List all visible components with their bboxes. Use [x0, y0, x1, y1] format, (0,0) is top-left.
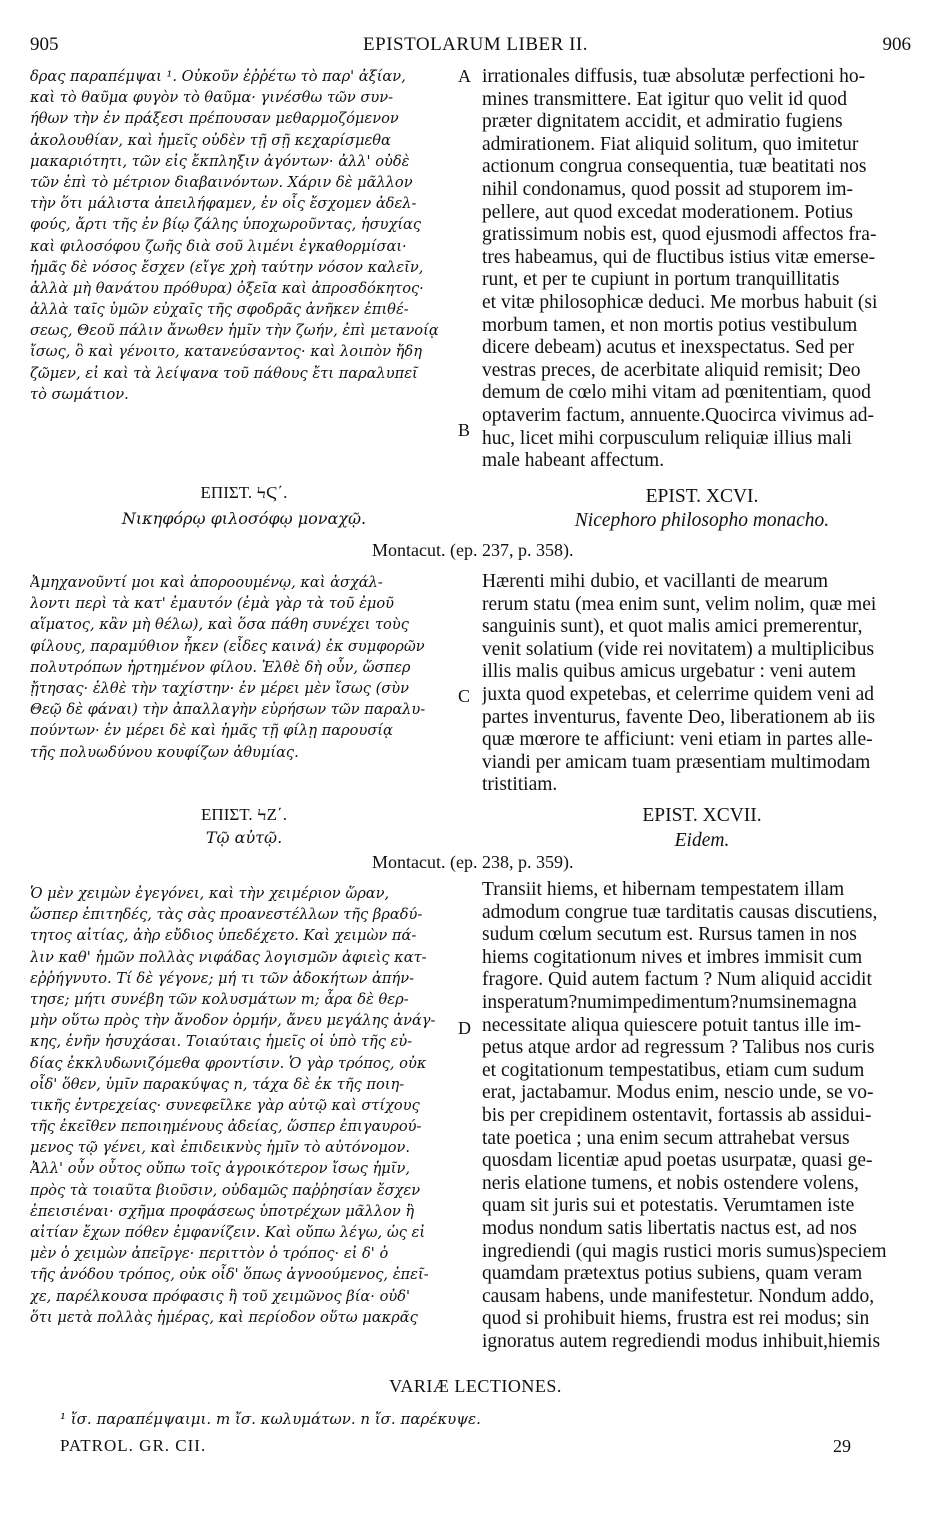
text-line: πούντων· ἐν μέρει δὲ καὶ ἡμᾶς τῇ φίλῃ παρουσίᾳ [30, 722, 393, 740]
text-line: τὴν ὅτι μάλιστα ἀπειλήφαμεν, ἐν οἷς ἔσχομεν ἀδελ- [30, 195, 417, 213]
text-line: τῆς ἐκεῖθεν πεποιημένους ἀδείας, ὥσπερ ἐπιγαυρού- [30, 1118, 422, 1136]
text-line: αἵματος, κἂν μὴ θέλω), καὶ ὅσα πάθη συνέχει τοὺς [30, 616, 409, 634]
text-line: actionum congrua consequentia, tuæ beatitati nos [482, 156, 867, 178]
text-line: tres habeamus, qui de fluctibus istius vitæ emerse- [482, 246, 876, 268]
greek-epistle-97-addressee: Τῷ αὐτῷ. [205, 828, 283, 847]
text-line: illis malis quibus amicus urgebatur : veni autem [482, 661, 856, 683]
text-line: dicere debeam) acutus et inexspectatus. Sed per [482, 337, 854, 359]
text-line: quam sit juris sui et potestatis. Verumtamen iste [482, 1195, 855, 1217]
text-line: fragore. Quid autem factum ? Num aliquid accidit [482, 969, 872, 991]
text-line: ήθων τὴν ἐν πράξεσι πρέπουσαν μεθαρμοζόμενον [30, 110, 399, 128]
text-line: Θεῷ δὲ φάναι) τὴν ἀπαλλαγὴν εὑρήσων τῶν παραλυ- [30, 701, 426, 719]
text-line: μακαριότητι, τῶν εἰς ἔκπληξιν ἀγόντων· ἀλλ' οὐδὲ [30, 152, 410, 170]
text-line: λιν καθ' ἡμῶν πολλὰς νιφάδας λογισμῶν ἀφιεὶς κατ- [30, 948, 427, 966]
text-line: admodum congrue tuæ tarditatis causas discutiens, [482, 901, 878, 923]
margin-letter-b: B [458, 420, 471, 440]
text-line: optaverim factum, annuente.Quocirca vivimus ad- [482, 404, 875, 426]
margin-letter-d: D [458, 1018, 471, 1038]
text-line: bis per crepidinem ostentavit, fortassis ab assidui- [482, 1104, 872, 1126]
text-line: τικῆς ἐντρεχείας· συνεφεῖλκε γὰρ αὐτῷ καὶ στίχους [30, 1096, 420, 1114]
text-line: μὲν ὁ χειμὼν ἀπεῖργε· περιττὸν ὁ τρόπος· εἰ δ' ὁ [30, 1245, 389, 1263]
text-line: demum de cœlo mihi vitam ad pœnitentiam, quod [482, 382, 871, 404]
text-line: insperatum?numimpedimentum?numsinemagna [482, 991, 857, 1013]
greek-column-epistle-96 [30, 572, 458, 763]
text-line: τῆς ἀνόδου τρόπος, οὐκ οἶδ' ὅπως ἀγνοούμενος, ἐπεῖ- [30, 1266, 429, 1284]
text-line: ἀλλὰ ταῖς ὑμῶν εὐχαῖς τῆς σφοδρᾶς ἀνῆκεν ἐπιθέ- [30, 301, 409, 319]
text-line: nihil condonamus, quod possit ad stuporem im- [482, 178, 854, 200]
text-line: venit solatium (vide rei novitatem) a multiplicibus [482, 638, 875, 660]
text-line: neris elatione tumens, et nobis ostendere volens, [482, 1172, 859, 1194]
text-line: ἀκολουθίαν, καὶ ἡμεῖς οὐδὲν τῇ σῇ κεχαρίσμεθα [30, 131, 391, 149]
text-line: Hærenti mihi dubio, et vacillanti de mearum [482, 571, 829, 592]
variae-lectiones-notes: ¹ ἴσ. παραπέμψαιμι. m ἴσ. κωλυμάτων. n ἴσ. παρέκυψε. [60, 1410, 481, 1428]
text-line: causam habens, unde manifestetur. Nondum addo, [482, 1285, 875, 1307]
text-line: πρὸς τὰ τοιαῦτα βιοῦσιν, οὐδαμῶς παῤῥησίαν ἔσχεν [30, 1181, 421, 1199]
text-line: δίας ἐκκλυδωνιζόμεθα φροντίσιν. Ὁ γὰρ τρόπος, οὐκ [30, 1054, 427, 1072]
text-line: juxta quod expetebas, et celerrime quidem veni ad [482, 683, 875, 705]
latin-epistle-97-title: EPIST. XCVII. [642, 805, 762, 826]
text-line: Transiit hiems, et hibernam tempestatem illam [482, 879, 845, 900]
text-line: εῤῥήγνυτο. Τί δὲ γέγονε; μή τι τῶν ἀδοκήτων ἀπήν- [30, 969, 415, 987]
text-line: τησε; μήτι συνέβη τῶν κολυσμάτων m; ἆρα δὲ θερ- [30, 990, 409, 1008]
text-line: δρας παραπέμψαι ¹. Οὐκοῦν ἐῤῥέτω τὸ παρ' ἀξίαν, [30, 68, 406, 85]
text-line: petus atque ardor ad regressum ? Talibus nos curis [482, 1037, 875, 1059]
latin-column-epistle-97 [482, 879, 922, 1353]
text-line: necessitate aliqua quiescere potuit tantus ille im- [482, 1014, 862, 1036]
text-line: ignoratus autem regrediendi modus inhibuit,hiemis [482, 1330, 881, 1352]
footer-signature: 29 [833, 1436, 851, 1456]
text-line: præter dignitatem accidit, et admiratio fugiens [482, 111, 843, 133]
latin-column-epistle-96 [482, 571, 922, 797]
greek-epistle-97-title: ΕΠΙΣΤ. ϞΖ΄. [201, 805, 287, 824]
text-line: tristitiam. [482, 774, 558, 796]
text-line: et cogitationum tempestatibus, etiam cum sudum [482, 1059, 865, 1081]
greek-epistle-96-addressee: Νικηφόρῳ φιλοσόφῳ μοναχῷ. [121, 509, 367, 528]
greek-column-epistle-97 [30, 883, 458, 1328]
text-line: ἡμᾶς δὲ νόσος ἔσχεν (εἴγε χρὴ ταύτην νόσον καλεῖν, [30, 258, 424, 276]
text-line: erat, jactabamur. Modus enim, nescio unde, se vo- [482, 1082, 874, 1104]
text-line: καὶ τὸ θαῦμα φυγὸν τὸ θαῦμα· γινέσθω τῶν συν- [30, 89, 394, 107]
text-line: ἀλλὰ μὴ θανάτου πρόθυρα) ὀξεῖα καὶ ἀπροσδόκητος· [30, 279, 424, 297]
text-line: quæ mœrore te afficiunt: veni etiam in partes alle- [482, 729, 873, 751]
text-line: τητος αἰτίας, ἀὴρ εὔδιος ὑπεδέχετο. Καὶ χειμὼν πά- [30, 927, 417, 945]
text-line: τῆς πολυωδύνου κουφίζων ἀθυμίας. [30, 743, 299, 761]
text-line: partes inventurus, favente Deo, liberationem ab iis [482, 706, 876, 728]
text-line: et vitæ philosophicæ deduci. Me morbus habuit (si [482, 291, 878, 313]
text-line: huc, licet mihi corpusculum reliquiæ illius mali [482, 427, 852, 449]
text-line: φίλους, παραμύθιον ἧκεν (εἶδες καινά) ἐκ συμφορῶν [30, 637, 425, 655]
text-line: quod si prohibuit hiems, frustra est rei modus; sin [482, 1308, 870, 1330]
greek-epistle-96-title: ΕΠΙΣΤ. ϞϚ΄. [200, 483, 288, 502]
text-line: tate poetica ; una enim secum attrahebat versus [482, 1127, 850, 1149]
text-line: ὥσπερ ἐπιτηδές, τὰς σὰς προανεστέλλων τῆς βραδύ- [30, 906, 423, 924]
page-number-left: 905 [30, 34, 59, 55]
text-line: ἴσως, ὃ καὶ γένοιτο, κατανεύσαντος· καὶ λοιπὸν ἤδη [30, 343, 422, 361]
text-line: admirationem. Fiat aliquid solitum, quo imitetur [482, 133, 859, 155]
text-line: καὶ φιλοσόφου ζωῆς διὰ σοῦ λιμένι ἐγκαθορμίσαι· [30, 237, 407, 255]
text-line: morbum tamen, et non mortis potius vestibulum [482, 314, 858, 336]
text-line: rerum statu (mea enim sunt, velim nolim, quæ mei [482, 593, 877, 615]
running-title: EPISTOLARUM LIBER II. [363, 34, 588, 55]
text-line: μενος τῷ γένει, καὶ ἐπιδεικνὺς ἡμῖν τὸ αὐτόνομον. [30, 1139, 411, 1157]
text-line: quamdam prætextus potius subiens, quam veram [482, 1263, 863, 1285]
text-line: τὸ σωμάτιον. [30, 385, 129, 403]
text-line: pellere, aut quod excedat moderationem. Potius [482, 201, 853, 223]
text-line: mines transmittere. Eat igitur quo velit id quod [482, 88, 848, 110]
latin-column-block1 [482, 66, 922, 473]
text-line: ζῶμεν, εἰ καὶ τὰ λείψανα τοῦ πάθους ἔτι παραλυπεῖ [30, 364, 418, 382]
margin-letter-c: C [458, 686, 471, 706]
text-line: μὴν οὕτω πρὸς τὴν ἄνοδον ὁρμήν, ἄνευ μεγάλης ἀνάγ- [30, 1012, 436, 1030]
text-line: runt, et per te cupiunt in portum tranquillitatis [482, 269, 840, 291]
text-line: Ἀμηχανοῦντί μοι καὶ ἀποροουμένῳ, καὶ ἀσχάλ- [30, 574, 383, 591]
variae-lectiones-heading: VARIÆ LECTIONES. [389, 1376, 562, 1396]
text-line: αἰτίαν ἔχων πόθεν ἐμφανίζειν. Καὶ οὔπω λέγω, ὡς εἰ [30, 1224, 426, 1241]
text-line: φούς, ἄρτι τῆς ἐν βίῳ ζάλης ὑποχωροῦντας, ἡσυχίας [30, 216, 422, 234]
text-line: irrationales diffusis, tuæ absolutæ perfectioni ho- [482, 66, 866, 87]
text-line: τῶν ἐπὶ τὸ μέτριον διαβαινόντων. Χάριν δὲ μᾶλλον [30, 173, 413, 191]
page-number-right: 906 [882, 34, 911, 55]
text-line: ὅτι μετὰ πολλὰς ἡμέρας, καὶ περίοδον οὕτω μακρᾶς [30, 1308, 418, 1326]
latin-epistle-97-addressee: Eidem. [674, 830, 730, 851]
text-line: οἶδ' ὅθεν, ὑμῖν παρακύψας n, τάχα δὲ ἐκ τῆς ποιη- [30, 1075, 405, 1093]
text-line: ingrediendi (qui magis rustici moris sumus)speciem [482, 1240, 887, 1262]
text-line: vestras preces, de acerbitate aliquid remisit; Deo [482, 359, 861, 381]
text-line: Ὁ μὲν χειμὼν ἐγεγόνει, καὶ τὴν χειμέριον ὥραν, [30, 885, 390, 902]
text-line: χε, παρέλκουσα πρόφασις ἢ τοῦ χειμῶνος βία· οὐδ' [30, 1287, 411, 1305]
epistle-96-source: Montacut. (ep. 237, p. 358). [372, 540, 574, 560]
text-line: quosdam licentiæ apud poetas usurpatæ, quasi ge- [482, 1150, 873, 1172]
text-line: κης, ἐνῆν ἡσυχάσαι. Τοιαύταις ἡμεῖς οἱ ὑπὸ τῆς εὐ- [30, 1033, 413, 1051]
text-line: sudum cœlum secutum est. Rursus tamen in nos [482, 924, 857, 946]
text-line: hiems cogitationum nives et imbres immisit cum [482, 946, 863, 968]
text-line: Ἀλλ' οὖν οὗτος οὔπω τοῖς ἀγροικότερον ἴσως ἡμῖν, [30, 1160, 411, 1178]
text-line: ᾔτησας· ἐλθὲ τὴν ταχίστην· ἐν μέρει μὲν ἴσως (σὺν [30, 679, 409, 697]
margin-letter-a: A [458, 66, 471, 86]
text-line: male habeant affectum. [482, 450, 665, 472]
text-line: σεως, Θεοῦ πάλιν ἄνωθεν ἡμῖν τὴν ζωήν, ἐπὶ μετανοίᾳ [30, 322, 439, 340]
latin-epistle-96-title: EPIST. XCVI. [645, 486, 759, 507]
text-line: modus nondum satis libertatis nactus est, ad nos [482, 1217, 857, 1239]
latin-epistle-96-addressee: Nicephoro philosopho monacho. [574, 510, 830, 531]
text-line: sanguinis sunt), et quot malis amici premerentur, [482, 616, 863, 638]
text-line: πολυτρόπων ἠρτημένον φίλου. Ἐλθὲ δὴ οὖν, ὥσπερ [30, 658, 411, 676]
text-line: ἐπεισιέναι· σχῆμα προφάσεως ὑποτρέχων μᾶλλον ἢ [30, 1202, 415, 1220]
footer-volume: PATROL. GR. CII. [60, 1436, 207, 1455]
text-line: gratissimum nobis est, quod ejusmodi affectos fra- [482, 224, 877, 246]
text-line: λοντι περὶ τὰ κατ' ἐμαυτόν (ἐμὰ γὰρ τὰ τοῦ ἐμοῦ [30, 595, 395, 613]
text-line: viandi per amicam tuam præsentiam multimodam [482, 751, 871, 773]
epistle-97-source: Montacut. (ep. 238, p. 359). [372, 852, 574, 872]
greek-column-block1 [30, 66, 458, 405]
